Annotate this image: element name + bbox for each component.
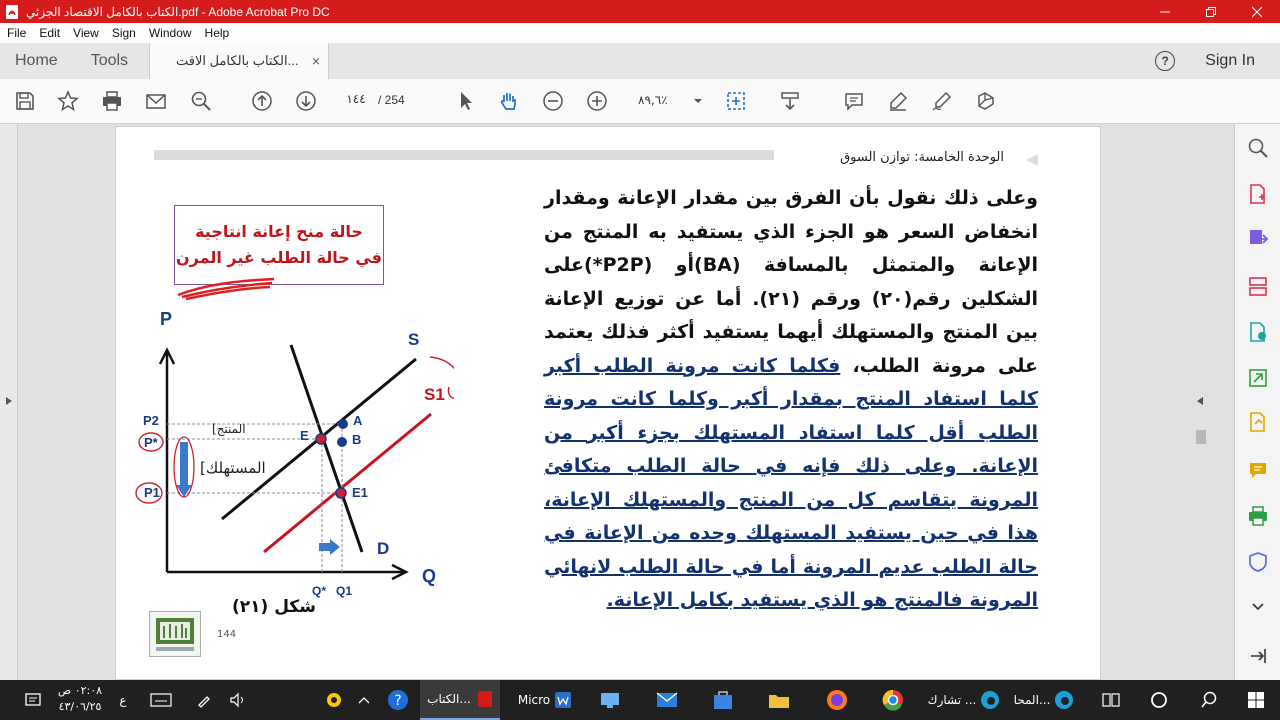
restore-button[interactable]	[1188, 0, 1234, 23]
point-e1	[336, 488, 346, 498]
quantity-arrow-head	[330, 539, 340, 555]
tab-document-label: الكتاب بالكامل الاقت...	[176, 53, 299, 68]
page-total: / 254	[378, 93, 405, 107]
body-paragraph	[544, 182, 1038, 618]
start-windows-icon[interactable]	[1244, 688, 1268, 712]
hand-tool-icon[interactable]	[497, 89, 521, 113]
figure-title-line1: حالة منح إعانة انتاجية	[195, 222, 363, 241]
point-a	[338, 419, 348, 429]
clock-time: ٠٢:٠٨ ص	[57, 684, 103, 697]
document-viewer	[0, 124, 1280, 680]
tab-close-icon[interactable]: ×	[311, 53, 320, 69]
toolbar	[0, 79, 1280, 124]
taskbar-app-explorer[interactable]	[766, 688, 792, 712]
taskbar-app-acrobat-label: الكتاب...	[427, 692, 471, 706]
acrobat-taskbar-icon	[477, 690, 493, 708]
edge-icon-2	[1054, 690, 1074, 710]
tick-q1: Q1	[336, 584, 353, 598]
demand-label-d: D	[377, 539, 390, 558]
menu-view[interactable]: View	[73, 26, 99, 40]
windows-taskbar	[0, 680, 1280, 720]
zoom-out-icon[interactable]	[541, 89, 565, 113]
paragraph-highlight: فكلما كانت مرونة الطلب أكبر كلما استفاد المنتج بمقدار أكبر وكلما كانت مرونة الطلب أقل كلما استفاد المستهلك بجزء أكبر من الإعانة. وعلى ذلك فإنه في حالة الطلب متكافئ المرونة يتقاسم كل من المنتج والمستهلك الإعانة، هذا في حين يستفيد المستهلك وحده من الإعانة في حالة الطلب عديم المرونة أما في حالة الطلب لانهائي المرونة فالمنتج هو الذي يستفيد بكامل الإعانة.	[544, 354, 1038, 611]
task-view-icon[interactable]	[1100, 688, 1122, 712]
select-cursor-icon[interactable]	[454, 89, 478, 113]
page-number-input[interactable]: ١٤٤	[346, 92, 366, 106]
page-up-icon[interactable]	[250, 89, 274, 113]
tab-home[interactable]: Home	[15, 52, 58, 69]
right-tools-pane	[1234, 124, 1280, 680]
taskbar-app-edge-share[interactable]	[926, 688, 1002, 712]
paragraph-plain: وعلى ذلك نقول بأن الفرق بين مقدار الإعانة ومقدار انخفاض السعر هو الجزء الذي يستفيد به المنتج من الإعانة والمتمثل بالمسافة (BA)أو (P2P*)على الشكلين رقم(٢٠) ورقم (٢١). أما عن توزيع الإعانة بين المنتج والمستهلك أيهما يستفيد أكثر فذلك يعتمد على مرونة الطلب،	[544, 187, 1038, 377]
taskbar-app-word-label: Micro	[517, 693, 551, 707]
tab-tools[interactable]: Tools	[90, 52, 129, 69]
search-icon[interactable]	[1198, 688, 1220, 712]
zoom-in-icon[interactable]	[585, 89, 609, 113]
consumer-arrow-shaft	[180, 442, 188, 490]
export-file-icon[interactable]	[1246, 366, 1270, 390]
comment-tool-icon[interactable]	[1246, 458, 1270, 482]
collapse-right-chevron-icon[interactable]	[1196, 396, 1204, 406]
input-language[interactable]: ع	[119, 693, 127, 707]
taskbar-app-edge-lecture[interactable]	[1006, 688, 1082, 712]
header-triangle	[1026, 154, 1038, 166]
minimize-button[interactable]	[1142, 0, 1188, 23]
help-icon[interactable]: ?	[1155, 51, 1175, 71]
point-b	[337, 437, 347, 447]
annotation-producer: [المنتج	[212, 422, 246, 436]
logo-emblem	[150, 612, 200, 656]
supply-label-s1: S1	[424, 385, 445, 404]
taskbar-app-word[interactable]	[506, 688, 584, 712]
volume-icon[interactable]	[228, 688, 248, 712]
clock-date: ٤٣/٠٦/٢٥	[58, 700, 102, 713]
acrobat-icon	[4, 4, 20, 20]
page-header: الوحدة الخامسة: توازن السوق	[840, 150, 1004, 165]
menu-window[interactable]: Window	[148, 26, 192, 40]
export-pdf-icon[interactable]	[1246, 226, 1270, 250]
email-icon[interactable]	[144, 89, 168, 113]
tick-p1: P1	[144, 485, 160, 500]
taskbar-app-mail[interactable]	[654, 688, 680, 712]
menu-file[interactable]: File	[7, 26, 27, 40]
help-tray-icon[interactable]	[386, 688, 410, 712]
quantity-arrow-shaft	[319, 543, 331, 551]
organize-pages-icon[interactable]	[1246, 274, 1270, 298]
taskbar-app-store[interactable]	[710, 688, 736, 712]
zoom-search-icon[interactable]	[189, 89, 213, 113]
create-pdf-icon[interactable]	[1246, 182, 1270, 206]
taskbar-app-acrobat[interactable]	[420, 680, 500, 720]
zoom-dropdown-chevron-icon[interactable]	[686, 89, 710, 113]
taskbar-clock[interactable]	[56, 683, 104, 715]
tick-p2: P2	[143, 413, 159, 428]
menu-bar	[0, 23, 1280, 43]
window-title: الكتاب بالكامل الاقتصاد الجزئي.pdf - Adobe Acrobat Pro DC	[26, 4, 330, 19]
supply-label-s: S	[408, 330, 420, 349]
figure-title-line2: في حالة الطلب غير المرن	[176, 248, 382, 267]
cortana-icon[interactable]	[1148, 688, 1170, 712]
page-down-icon[interactable]	[294, 89, 318, 113]
page-number: 144	[217, 629, 237, 640]
bookmark-star-icon[interactable]	[56, 89, 80, 113]
share-tools-icon[interactable]	[974, 89, 998, 113]
highlight-pen-icon[interactable]	[886, 89, 910, 113]
taskbar-app-lecture-label: المحا...	[1013, 693, 1051, 707]
print-icon[interactable]	[100, 89, 124, 113]
taskbar-app-share-label: تشارك ...	[927, 693, 977, 707]
red-scribble	[174, 275, 284, 301]
pane-exit-icon[interactable]	[1246, 644, 1270, 668]
comment-icon[interactable]	[842, 89, 866, 113]
label-e1: E1	[352, 485, 368, 500]
edge-icon	[980, 690, 1000, 710]
keyboard-icon[interactable]	[148, 688, 174, 712]
print-production-icon[interactable]	[1246, 504, 1270, 528]
point-e	[316, 434, 326, 444]
university-logo	[149, 611, 201, 657]
supply-demand-chart	[134, 307, 454, 607]
protect-shield-icon[interactable]	[1246, 550, 1270, 574]
annotation-consumer: [المستهلك	[200, 459, 266, 477]
header-rule	[154, 150, 774, 160]
tab-document[interactable]	[149, 43, 329, 79]
expand-left-chevron-icon[interactable]	[5, 396, 13, 406]
save-icon[interactable]	[13, 89, 37, 113]
tray-chevron-icon[interactable]	[354, 688, 374, 712]
scroll-mode-icon[interactable]	[778, 89, 802, 113]
tick-qstar: Q*	[312, 584, 327, 598]
tab-bar	[0, 43, 1280, 79]
window-titlebar	[0, 0, 1280, 23]
edit-pdf-icon[interactable]	[1246, 320, 1270, 344]
close-button[interactable]	[1234, 0, 1280, 23]
notification-icon[interactable]	[22, 688, 44, 712]
x-axis-label: Q	[422, 566, 437, 586]
pdf-page	[115, 126, 1101, 680]
figure-title-box	[174, 205, 384, 285]
menu-help[interactable]: Help	[204, 26, 230, 40]
y-axis-label: P	[160, 309, 173, 329]
label-b: B	[352, 432, 362, 447]
sign-in-button[interactable]: Sign In	[1205, 52, 1255, 69]
menu-sign[interactable]: Sign	[111, 26, 136, 40]
left-panel-toggle[interactable]	[0, 124, 18, 680]
taskbar-app-remote[interactable]	[598, 688, 622, 712]
fill-sign-icon[interactable]	[1246, 410, 1270, 434]
pen-icon[interactable]	[194, 688, 214, 712]
label-e: E	[300, 428, 309, 443]
tray-app-icon[interactable]	[324, 688, 344, 712]
zoom-level-select[interactable]: ٨٩,٦٪	[638, 93, 668, 107]
figure-caption: شكل (٢١)	[232, 597, 317, 617]
menu-edit[interactable]: Edit	[39, 26, 61, 40]
taskbar-app-firefox[interactable]	[824, 688, 850, 712]
taskbar-app-chrome[interactable]	[880, 688, 906, 712]
word-icon	[554, 691, 572, 709]
label-a: A	[353, 413, 363, 428]
fit-page-icon[interactable]	[724, 89, 748, 113]
scroll-thumb[interactable]	[1196, 430, 1206, 444]
svg-text:?: ?	[394, 693, 402, 709]
tools-collapse-chevron-icon[interactable]	[1246, 594, 1270, 618]
tick-pstar: P*	[144, 435, 158, 450]
sign-pen-icon[interactable]	[930, 89, 954, 113]
supply-curve-s1	[264, 414, 431, 552]
vertical-scrollbar[interactable]	[1188, 124, 1214, 680]
zoom-tool-icon[interactable]	[1246, 136, 1270, 160]
